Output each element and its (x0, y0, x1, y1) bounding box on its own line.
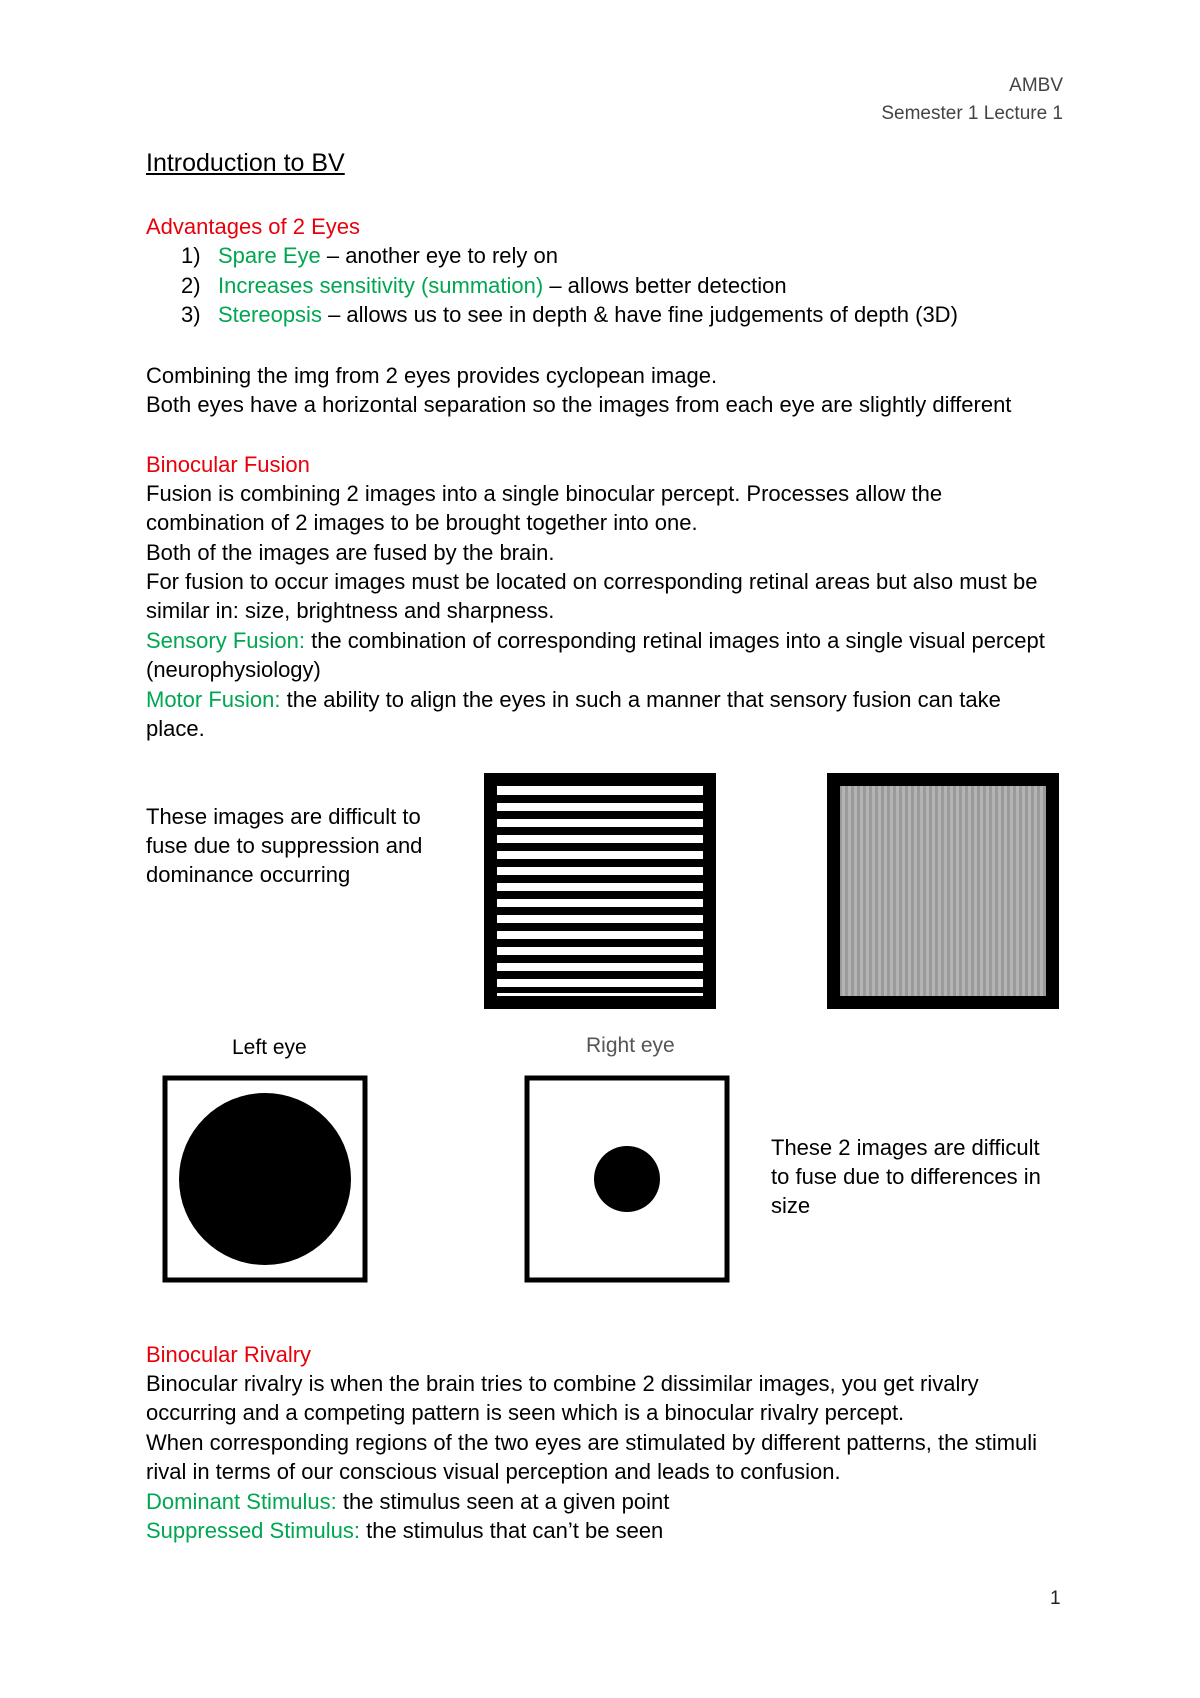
figure1-caption-line-2: fuse due to suppression and (146, 833, 423, 858)
fusion-p3-line-2: similar in: size, brightness and sharpness. (146, 598, 555, 623)
large-circle (179, 1093, 351, 1265)
figure2-caption-line-2: to fuse due to differences in (771, 1164, 1041, 1189)
advantages-list (146, 241, 1106, 330)
list-item-number: 3) (181, 302, 201, 327)
sensory-fusion-line-1 (146, 626, 1045, 656)
dominant-stimulus-term: Dominant Stimulus: (146, 1489, 337, 1514)
motor-fusion-term: Motor Fusion: (146, 687, 281, 712)
dominant-stimulus-line (146, 1487, 669, 1517)
figure2-caption-line-3: size (771, 1193, 811, 1218)
rivalry-p2-line-1: When corresponding regions of the two eyes are stimulated by different patterns, the stimuli (146, 1430, 1038, 1455)
list-item (146, 271, 1106, 301)
fusion-p3-line-1: For fusion to occur images must be located on corresponding retinal areas but also must be (146, 569, 1038, 594)
list-item-desc: – another eye to rely on (320, 243, 558, 268)
page-number: 1 (1050, 1588, 1061, 1609)
page-title: Introduction to BV (146, 149, 345, 177)
motor-fusion-line-1 (146, 685, 1001, 715)
sensory-fusion-desc: the combination of corresponding retinal images into a single visual percept (304, 628, 1045, 653)
list-item-desc: – allows us to see in depth & have fine judgements of depth (3D) (321, 302, 958, 327)
list-item (146, 241, 1106, 271)
list-item (146, 300, 1106, 330)
right-eye-figure (524, 1075, 730, 1283)
horizontal-grating-figure (484, 773, 716, 1009)
dominant-stimulus-desc: the stimulus seen at a given point (336, 1489, 670, 1514)
rivalry-heading: Binocular Rivalry (146, 1342, 312, 1367)
list-item-number: 1) (181, 243, 201, 268)
small-circle (594, 1146, 660, 1212)
motor-fusion-desc: the ability to align the eyes in such a manner that sensory fusion can take (280, 687, 1001, 712)
sensory-fusion-term: Sensory Fusion: (146, 628, 305, 653)
figure1-caption-line-3: dominance occurring (146, 862, 351, 887)
left-eye-label: Left eye (232, 1036, 307, 1059)
fusion-p1-line-1: Fusion is combining 2 images into a single binocular percept. Processes allow the (146, 481, 943, 506)
suppressed-stimulus-term: Suppressed Stimulus: (146, 1518, 360, 1543)
list-item-term: Spare Eye (218, 243, 321, 268)
cyclopean-line-1: Combining the img from 2 eyes provides cyclopean image. (146, 363, 718, 388)
vertical-grating-figure (827, 773, 1059, 1009)
fusion-p1-line-2: combination of 2 images to be brought together into one. (146, 510, 698, 535)
vertical-grating-field (840, 786, 1046, 996)
suppressed-stimulus-desc: the stimulus that can’t be seen (360, 1518, 664, 1543)
rivalry-p1-line-2: occurring and a competing pattern is seen which is a binocular rivalry percept. (146, 1400, 905, 1425)
suppressed-stimulus-line (146, 1516, 663, 1546)
figure1-caption-line-1: These images are difficult to (146, 804, 421, 829)
header-lecture: Semester 1 Lecture 1 (881, 103, 1063, 124)
fusion-heading: Binocular Fusion (146, 452, 310, 477)
cyclopean-line-2: Both eyes have a horizontal separation so the images from each eye are slightly different (146, 392, 1012, 417)
list-item-number: 2) (181, 272, 201, 298)
list-item-term: Stereopsis (218, 302, 322, 327)
rivalry-p2-line-2: rival in terms of our conscious visual perception and leads to confusion. (146, 1459, 841, 1484)
list-item-desc: – allows better detection (543, 272, 787, 298)
motor-fusion-line-2: place. (146, 716, 205, 741)
list-item-term: Increases sensitivity (summation) (218, 272, 544, 298)
left-eye-figure (162, 1075, 368, 1283)
right-eye-label: Right eye (586, 1034, 675, 1057)
rivalry-p1-line-1: Binocular rivalry is when the brain tries to combine 2 dissimilar images, you get rivalry (146, 1371, 979, 1396)
advantages-heading: Advantages of 2 Eyes (146, 214, 361, 239)
header-course: AMBV (1009, 75, 1063, 96)
fusion-p2: Both of the images are fused by the brain. (146, 540, 555, 565)
figure2-caption-line-1: These 2 images are difficult (771, 1135, 1040, 1160)
sensory-fusion-line-2: (neurophysiology) (146, 657, 321, 682)
